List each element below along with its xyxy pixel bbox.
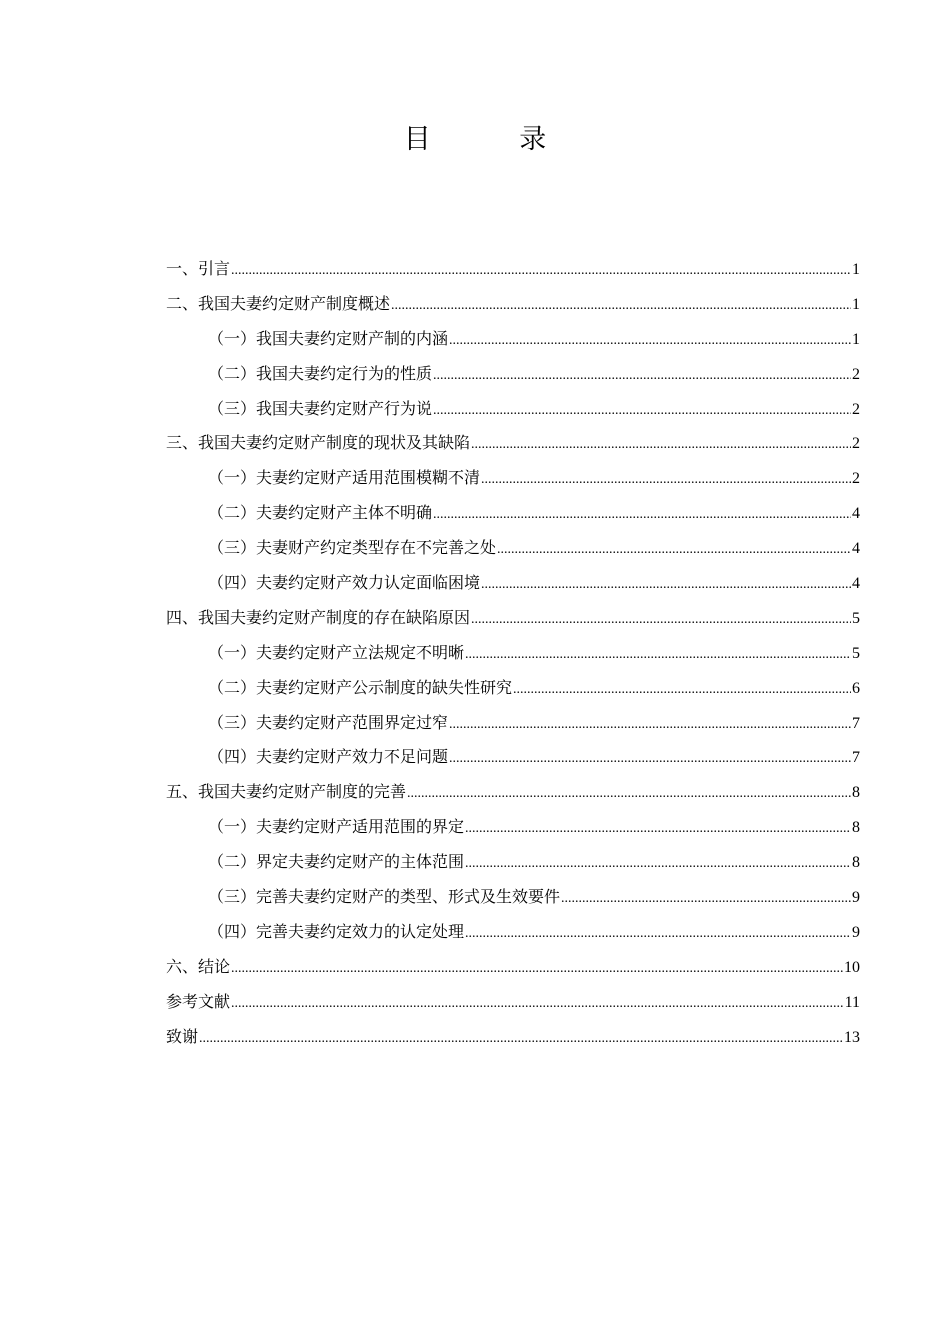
toc-dot-leader [433, 359, 851, 394]
toc-entry-page-number: 10 [844, 958, 860, 976]
toc-dot-leader [231, 987, 844, 1022]
toc-dot-leader [199, 1022, 843, 1057]
toc-entry-page-number: 4 [852, 540, 860, 558]
toc-entry-section[interactable] [166, 671, 860, 706]
toc-entry-section[interactable] [166, 740, 860, 775]
toc-dot-leader [449, 742, 851, 777]
toc-entry-label: （一）夫妻约定财产适用范围模糊不清 [208, 468, 481, 488]
toc-dot-leader [449, 324, 851, 359]
toc-entry-page-number: 7 [852, 714, 860, 732]
toc-entry-page-number: 4 [852, 575, 860, 593]
toc-entry-page-number: 5 [852, 644, 860, 662]
toc-entry-section[interactable] [166, 845, 860, 880]
toc-entry-chapter[interactable] [166, 1020, 860, 1055]
toc-entry-section[interactable] [166, 496, 860, 531]
toc-dot-leader [231, 254, 851, 289]
toc-entry-page-number: 6 [852, 679, 860, 697]
toc-entry-label: （三）夫妻财产约定类型存在不完善之处 [208, 538, 497, 558]
toc-dot-leader [465, 917, 851, 952]
toc-entry-page-number: 8 [852, 784, 860, 802]
toc-entry-section[interactable] [166, 531, 860, 566]
toc-entry-label: （三）我国夫妻约定财产行为说 [208, 398, 433, 418]
toc-entry-label: 二、我国夫妻约定财产制度概述 [166, 293, 391, 313]
toc-entry-label: （二）夫妻约定财产公示制度的缺失性研究 [208, 677, 513, 697]
toc-dot-leader [391, 289, 851, 324]
toc-entry-chapter[interactable] [166, 985, 860, 1020]
toc-dot-leader [481, 463, 851, 498]
toc-entry-section[interactable] [166, 636, 860, 671]
toc-entry-page-number: 2 [852, 435, 860, 453]
toc-entry-page-number: 2 [852, 400, 860, 418]
toc-entry-label: （二）我国夫妻约定行为的性质 [208, 363, 433, 383]
toc-entry-section[interactable] [166, 810, 860, 845]
toc-dot-leader [433, 498, 851, 533]
toc-entry-label: 六、结论 [166, 956, 231, 976]
toc-entry-page-number: 1 [852, 330, 860, 348]
toc-dot-leader [465, 812, 851, 847]
toc-dot-leader [465, 638, 851, 673]
toc-entry-page-number: 9 [852, 923, 860, 941]
toc-dot-leader [465, 847, 851, 882]
toc-entry-chapter[interactable] [166, 950, 860, 985]
toc-entry-section[interactable] [166, 566, 860, 601]
toc-entry-chapter[interactable] [166, 287, 860, 322]
toc-entry-label: （二）夫妻约定财产主体不明确 [208, 503, 433, 523]
toc-entry-page-number: 13 [844, 1028, 860, 1046]
toc-entry-label: （一）我国夫妻约定财产制的内涵 [208, 328, 449, 348]
toc-dot-leader [471, 428, 851, 463]
toc-dot-leader [513, 673, 851, 708]
toc-entry-label: （四）夫妻约定财产效力不足问题 [208, 747, 449, 767]
toc-entry-label: 三、我国夫妻约定财产制度的现状及其缺陷 [166, 433, 471, 453]
toc-entry-page-number: 8 [852, 854, 860, 872]
toc-entry-page-number: 2 [852, 365, 860, 383]
toc-entry-label: 五、我国夫妻约定财产制度的完善 [166, 782, 407, 802]
toc-entry-section[interactable] [166, 357, 860, 392]
toc-entry-section[interactable] [166, 322, 860, 357]
toc-entry-page-number: 7 [852, 749, 860, 767]
toc-entry-section[interactable] [166, 461, 860, 496]
toc-entry-page-number: 5 [852, 609, 860, 627]
toc-entry-label: 四、我国夫妻约定财产制度的存在缺陷原因 [166, 607, 471, 627]
toc-entry-page-number: 1 [852, 295, 860, 313]
toc-entry-label: （四）完善夫妻约定效力的认定处理 [208, 921, 465, 941]
toc-entry-label: （一）夫妻约定财产适用范围的界定 [208, 817, 465, 837]
toc-entry-page-number: 11 [844, 993, 860, 1011]
toc-dot-leader [231, 952, 843, 987]
toc-entry-label: （一）夫妻约定财产立法规定不明晰 [208, 642, 465, 662]
toc-entry-label: （三）完善夫妻约定财产的类型、形式及生效要件 [208, 887, 561, 907]
toc-entry-page-number: 2 [852, 470, 860, 488]
toc-dot-leader [433, 394, 851, 429]
toc-dot-leader [471, 603, 851, 638]
toc-dot-leader [497, 533, 851, 568]
toc-entry-chapter[interactable] [166, 252, 860, 287]
toc-entry-label: （三）夫妻约定财产范围界定过窄 [208, 712, 449, 732]
toc-entry-label: 参考文献 [166, 991, 231, 1011]
toc-entry-chapter[interactable] [166, 601, 860, 636]
toc-dot-leader [481, 568, 851, 603]
toc-entry-page-number: 4 [852, 505, 860, 523]
toc-entry-chapter[interactable] [166, 775, 860, 810]
toc-entry-page-number: 1 [852, 261, 860, 278]
toc-entry-label: （二）界定夫妻约定财产的主体范围 [208, 852, 465, 872]
toc-entry-page-number: 9 [852, 889, 860, 907]
toc-entry-section[interactable] [166, 880, 860, 915]
toc-entry-label: 一、引言 [166, 259, 231, 278]
toc-entry-chapter[interactable] [166, 426, 860, 461]
toc-entry-label: 致谢 [166, 1026, 199, 1046]
toc-entry-page-number: 8 [852, 819, 860, 837]
toc-entry-section[interactable] [166, 915, 860, 950]
toc-dot-leader [449, 708, 851, 743]
toc-entry-section[interactable] [166, 392, 860, 427]
table-of-contents [166, 252, 860, 1054]
toc-entry-label: （四）夫妻约定财产效力认定面临困境 [208, 573, 481, 593]
toc-dot-leader [407, 777, 851, 812]
page-title: 目 录 [403, 124, 587, 155]
toc-entry-section[interactable] [166, 706, 860, 741]
toc-dot-leader [561, 882, 851, 917]
